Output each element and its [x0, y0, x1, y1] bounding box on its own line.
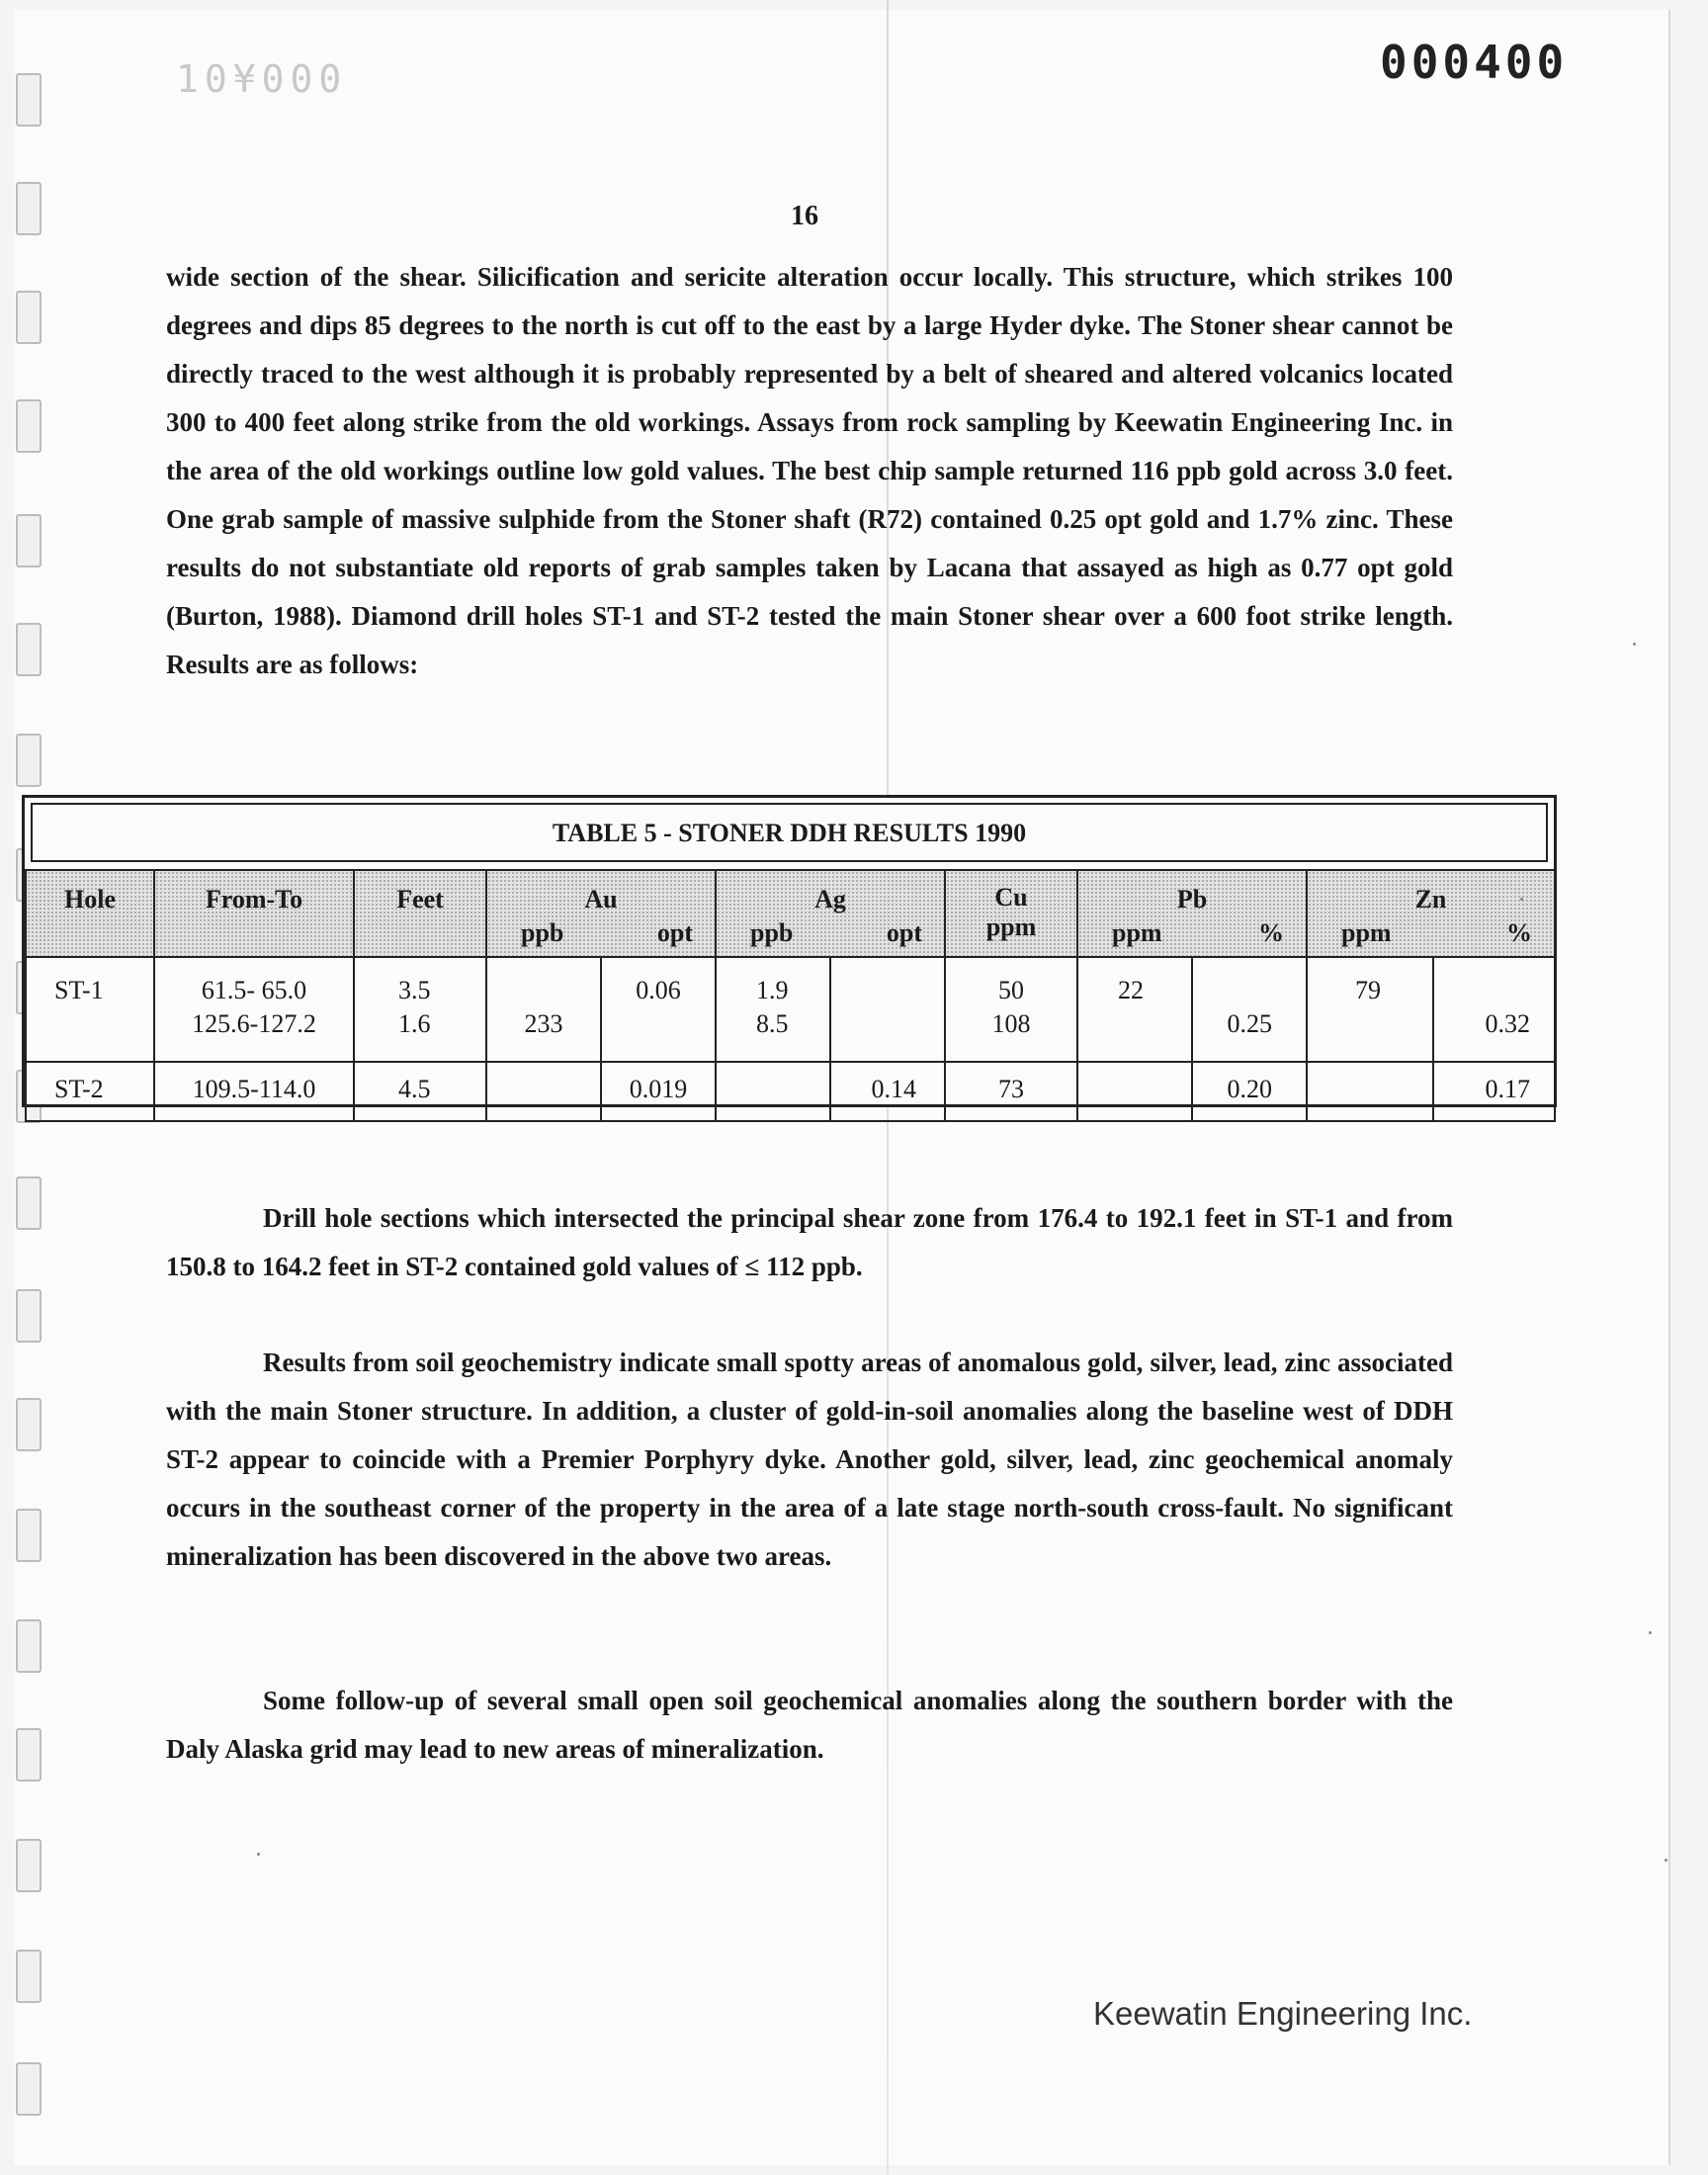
body-paragraph: Drill hole sections which intersected the principal shear zone from 176.4 to 192.1 feet in ST-1 and from 150.8 to 164.2 feet in ST-2 contained gold values of ≤ 112 ppb. — [166, 1203, 1453, 1281]
paper-speck — [1520, 898, 1523, 901]
table-row — [26, 957, 1555, 1062]
cell-cu-ppm: 73 — [945, 1062, 1077, 1121]
cell-zn-ppm — [1307, 1062, 1433, 1121]
binder-hole-icon — [16, 399, 42, 453]
cell-ag-opt: 0.14 — [830, 1062, 945, 1121]
header-au: Au ppb opt — [486, 870, 716, 957]
binder-hole-icon — [16, 1176, 42, 1230]
binder-hole-icon — [16, 1619, 42, 1673]
binder-hole-icon — [16, 182, 42, 235]
paper-speck — [257, 1853, 260, 1856]
header-ag: Ag ppb opt — [716, 870, 945, 957]
cell-pb-pct: 0.20 — [1192, 1062, 1307, 1121]
binder-hole-icon — [16, 1839, 42, 1892]
document-stamp-number: 000400 — [1380, 36, 1569, 89]
results-table — [25, 869, 1556, 1122]
binder-hole-icon — [16, 1509, 42, 1562]
cell-au-opt: 0.06 — [601, 957, 716, 1062]
binder-hole-icon — [16, 1950, 42, 2003]
binder-hole-icon — [16, 73, 42, 127]
cell-feet: 4.5 — [354, 1062, 486, 1121]
header-feet: Feet — [354, 870, 486, 957]
cell-pb-ppm: 22 — [1077, 957, 1192, 1062]
binder-hole-icon — [16, 1398, 42, 1451]
footer-company-name: Keewatin Engineering Inc. — [1093, 1995, 1473, 2032]
paper-speck — [1649, 1631, 1652, 1634]
cell-feet: 3.5 1.6 — [354, 957, 486, 1062]
header-hole: Hole — [26, 870, 154, 957]
cell-from-to: 109.5-114.0 — [154, 1062, 354, 1121]
header-pb: Pb ppm % — [1077, 870, 1307, 957]
cell-ag-ppb: 1.9 8.5 — [716, 957, 830, 1062]
binder-hole-icon — [16, 2062, 42, 2116]
cell-zn-pct: 0.32 — [1433, 957, 1555, 1062]
paper-speck — [1633, 643, 1636, 646]
body-paragraph: wide section of the shear. Silicification and sericite alteration occur locally. This structure, which strikes 100 degrees and dips 85 degrees to the north is cut off to the east by a large Hyder dyke. The Stoner shear cannot be directly traced to the west although it is probably represented by a belt of sheared and altered volcanics located 300 to 400 feet along strike from the old workings. Assays from rock sampling by Keewatin Engineering Inc. in the area of the old workings outline low gold values. The best chip sample returned 116 ppb gold across 3.0 feet. One grab sample of massive sulphide from the Stoner shaft (R72) contained 0.25 opt gold and 1.7% zinc. These results do not substantiate old reports of grab samples taken by Lacana that assayed as high as 0.77 opt gold (Burton, 1988). Diamond drill holes ST-1 and ST-2 tested the main Stoner shear over a 600 foot strike length. Results are as follows: — [166, 262, 1453, 679]
table-title: TABLE 5 - STONER DDH RESULTS 1990 — [31, 803, 1548, 862]
binder-hole-icon — [16, 623, 42, 676]
binder-hole-icon — [16, 1728, 42, 1782]
results-table-frame — [22, 795, 1557, 1107]
cell-au-ppb: 233 — [486, 957, 601, 1062]
binder-hole-icon — [16, 291, 42, 344]
header-zn: Zn ppm % — [1307, 870, 1555, 957]
table-header-row — [26, 870, 1555, 957]
cell-hole: ST-2 — [26, 1062, 154, 1121]
header-cu: Cu ppm — [945, 870, 1077, 957]
cell-zn-ppm: 79 — [1307, 957, 1433, 1062]
binder-hole-icon — [16, 1289, 42, 1343]
faint-stamp-number: 10¥000 — [176, 57, 348, 101]
cell-cu-ppm: 50 108 — [945, 957, 1077, 1062]
cell-zn-pct: 0.17 — [1433, 1062, 1555, 1121]
binder-hole-icon — [16, 734, 42, 787]
body-paragraph: Results from soil geochemistry indicate small spotty areas of anomalous gold, silver, lead, zinc associated with the main Stoner structure. In addition, a cluster of gold-in-soil anomalies along the baseline west of DDH ST-2 appear to coincide with a Premier Porphyry dyke. Another gold, silver, lead, zinc geochemical anomaly occurs in the southeast corner of the property in the area of a late stage north-south cross-fault. No significant mineralization has been discovered in the above two areas. — [166, 1348, 1453, 1571]
body-paragraph: Some follow-up of several small open soil geochemical anomalies along the southern border with the Daly Alaska grid may lead to new areas of mineralization. — [166, 1686, 1453, 1764]
binder-hole-icon — [16, 514, 42, 567]
cell-hole: ST-1 — [26, 957, 154, 1062]
header-from-to: From-To — [154, 870, 354, 957]
table-row — [26, 1062, 1555, 1121]
cell-pb-ppm — [1077, 1062, 1192, 1121]
cell-au-ppb — [486, 1062, 601, 1121]
cell-from-to: 61.5- 65.0 125.6-127.2 — [154, 957, 354, 1062]
cell-ag-ppb — [716, 1062, 830, 1121]
cell-ag-opt — [830, 957, 945, 1062]
paper-speck — [1665, 1859, 1667, 1862]
cell-au-opt: 0.019 — [601, 1062, 716, 1121]
page-number: 16 — [791, 201, 818, 231]
cell-pb-pct: 0.25 — [1192, 957, 1307, 1062]
